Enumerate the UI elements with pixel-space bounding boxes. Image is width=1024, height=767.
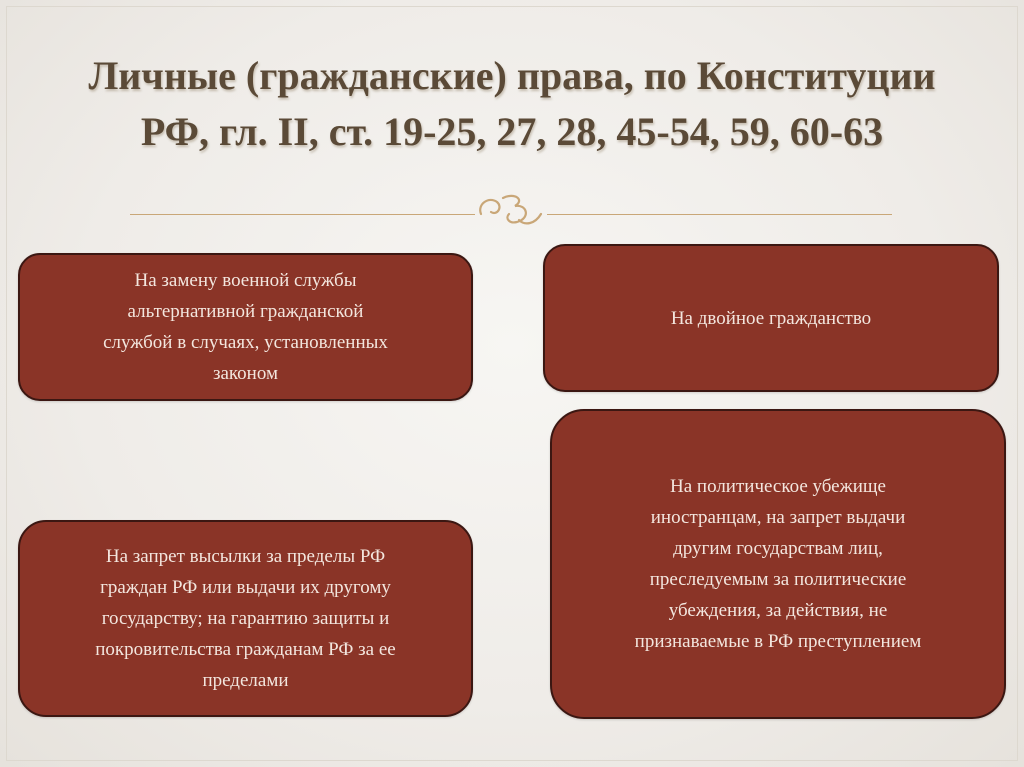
box-text: На политическое убежище иностранцам, на запрет выдачи другим государствам лиц, преследуемым за политические убеждения, за действия, не признаваемые в РФ преступлением	[634, 476, 922, 652]
box-text: На запрет высылки за пределы РФ граждан РФ или выдачи их другому государству; на гарантию защиты и покровительства гражданам РФ за ее пределами	[95, 546, 396, 691]
divider-line-right	[547, 214, 892, 215]
box-text: На двойное гражданство	[670, 307, 872, 329]
divider-line-left	[130, 214, 475, 215]
slide-title-text: Личные (гражданские) права, по Конституции РФ, гл. II, ст. 19-25, 27, 28, 45-54, 59, 60-63	[88, 53, 936, 154]
right-alternative-civil-service-box	[18, 253, 473, 401]
right-political-asylum-box	[550, 409, 1006, 719]
box-text: На замену военной службы альтернативной гражданской службой в случаях, установленных законом	[103, 270, 388, 384]
right-no-deportation-box	[18, 520, 473, 717]
slide-title	[20, 48, 1004, 160]
title-divider	[130, 190, 892, 230]
right-dual-citizenship-box	[543, 244, 999, 392]
flourish-ornament-icon	[475, 190, 547, 230]
